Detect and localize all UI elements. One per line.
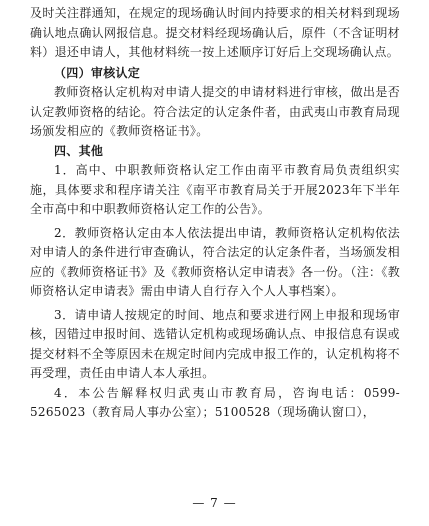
paragraph-other-3: 3．请申请人按规定的时间、地点和要求进行网上申报和现场审核，因错过申报时间、选错认定机构或现场确认点、申报信息有误或提交材料不全等原因未在规定时间内完成申报工作的，认定机构将不再受理，责任由申请人本人承担。 xyxy=(30,307,400,380)
paragraph-other-1: 1．高中、中职教师资格认定工作由南平市教育局负责组织实施，具体要求和程序请关注《南平市教育局关于开展2023年下半年全市高中和中职教师资格认定工作的公告》。 xyxy=(30,163,400,216)
paragraph-confirmation: 及时关注群通知，在规定的现场确认时间内持要求的相关材料到现场确认地点确认网报信息。提交材料经现场确认后，原件（不含证明材料）退还申请人，其他材料统一按上述顺序订好后上交现场确认点。 xyxy=(30,6,400,59)
section-heading-other: 四、其他 xyxy=(54,143,104,158)
paragraph-review: 教师资格认定机构对申请人提交的申请材料进行审核，做出是否认定教师资格的结论。符合法定的认定条件者，由武夷山市教育局现场颁发相应的《教师资格证书》。 xyxy=(30,85,400,138)
document-body xyxy=(30,4,400,423)
paragraph-other-4: 4．本公告解释权归武夷山市教育局，咨询电话：0599-5265023（教育局人事办公室）；5100528（现场确认窗口）， xyxy=(30,385,400,419)
page-number: — 7 — xyxy=(192,496,237,510)
paragraph-other-2: 2．教师资格认定由本人依法提出申请，教师资格认定机构依法对申请人的条件进行审查确认，符合法定的认定条件者，当场颁发相应的《教师资格证书》及《教师资格认定申请表》各一份。（注：《教师资格认定申请表》需由申请人自行存入个人人事档案）。 xyxy=(30,225,400,298)
section-heading-review: （四）审核认定 xyxy=(54,65,141,80)
